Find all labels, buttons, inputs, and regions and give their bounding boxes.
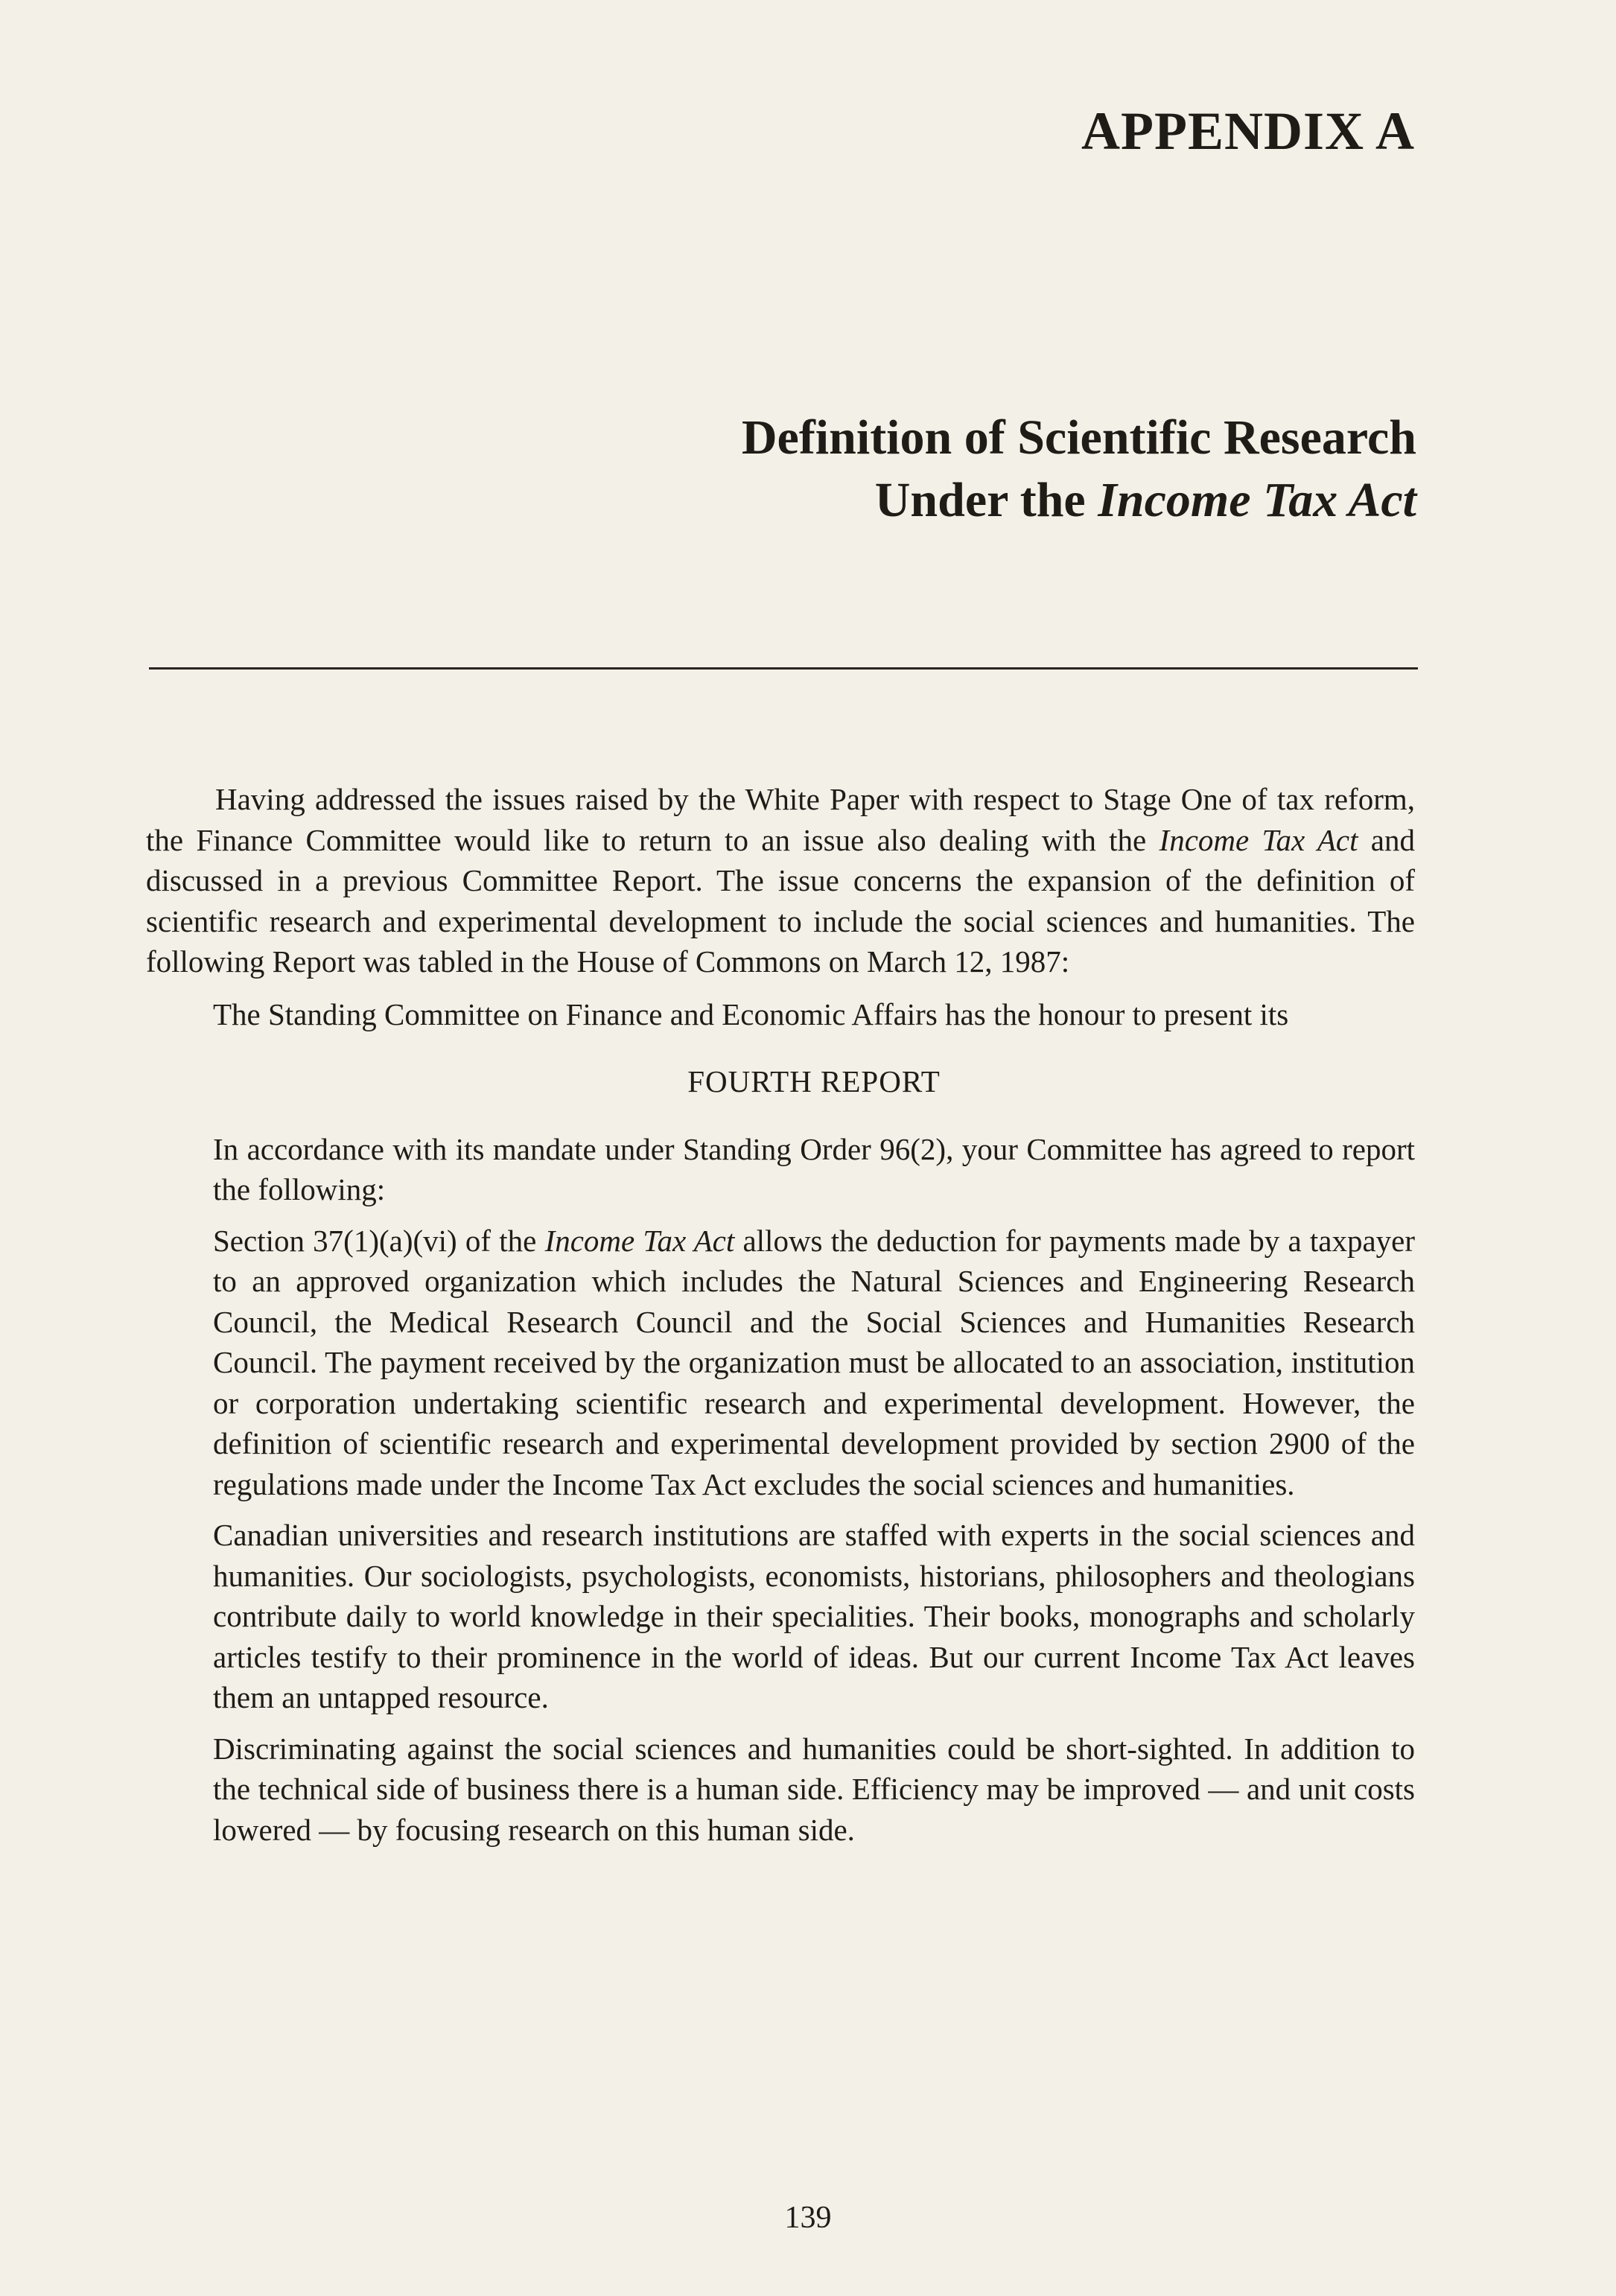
title-line-1: Definition of Scientific Research [741,410,1416,465]
page-title [742,407,1416,532]
intro-paragraph [146,779,1415,982]
title-line-2-italic: Income Tax Act [1098,473,1416,527]
title-line-2 [742,469,1416,532]
universities-paragraph: Canadian universities and research institutions are staffed with experts in the social sciences and humanities. Our sociologists, psychologists, economists, historians, philosophers and theologians contribute daily to world knowledge in their specialities. Their books, monographs and scholarly articles testify to their prominence in the world of ideas. But our current Income Tax Act leaves them an untapped resource. [213,1518,1415,1714]
title-line-2-prefix: Under the [874,473,1098,527]
quote-intro-paragraph: The Standing Committee on Finance and Economic Affairs has the honour to present its [213,996,1289,1031]
intro-text-1: Having addressed the issues raised by the White Paper with respect to Stage One of tax reform, the Finance Committee would like to return to an issue also dealing with the [146,782,1415,857]
title-divider [149,667,1418,670]
section-italic-1: Income Tax Act [544,1223,735,1258]
appendix-label: APPENDIX A [1081,101,1415,161]
intro-italic-1: Income Tax Act [1159,822,1358,857]
section-paragraph [213,1221,1415,1505]
section-text-1: Section 37(1)(a)(vi) of the [213,1223,545,1258]
mandate-paragraph: In accordance with its mandate under Standing Order 96(2), your Committee has agreed to report the following: [213,1131,1415,1206]
intro-text-2: and discussed in a previous Committee Report. The issue concerns the expansion of the definition of scientific research and experimental development to include the social sciences and humanities. The following Report was tabled in the House of Commons on March 12, 1987: [146,822,1415,979]
report-title: FOURTH REPORT [687,1064,941,1098]
discriminating-paragraph: Discriminating against the social sciences and humanities could be short-sighted. In addition to the technical side of business there is a human side. Efficiency may be improved — and unit costs lowered — by focusing research on this human side. [213,1731,1415,1847]
page-number: 139 [784,2201,832,2235]
body-text [146,779,1415,1850]
section-text-2: allows the deduction for payments made by a taxpayer to an approved organization which includes the Natural Sciences and Engineering Research Council, the Medical Research Council and the Social Sciences and Humanities Research Council. The payment received by the organization must be allocated to an association, institution or corporation undertaking scientific research and experimental development. However, the definition of scientific research and experimental development provided by section 2900 of the regulations made under the Income Tax Act excludes the social sciences and humanities. [213,1223,1415,1501]
